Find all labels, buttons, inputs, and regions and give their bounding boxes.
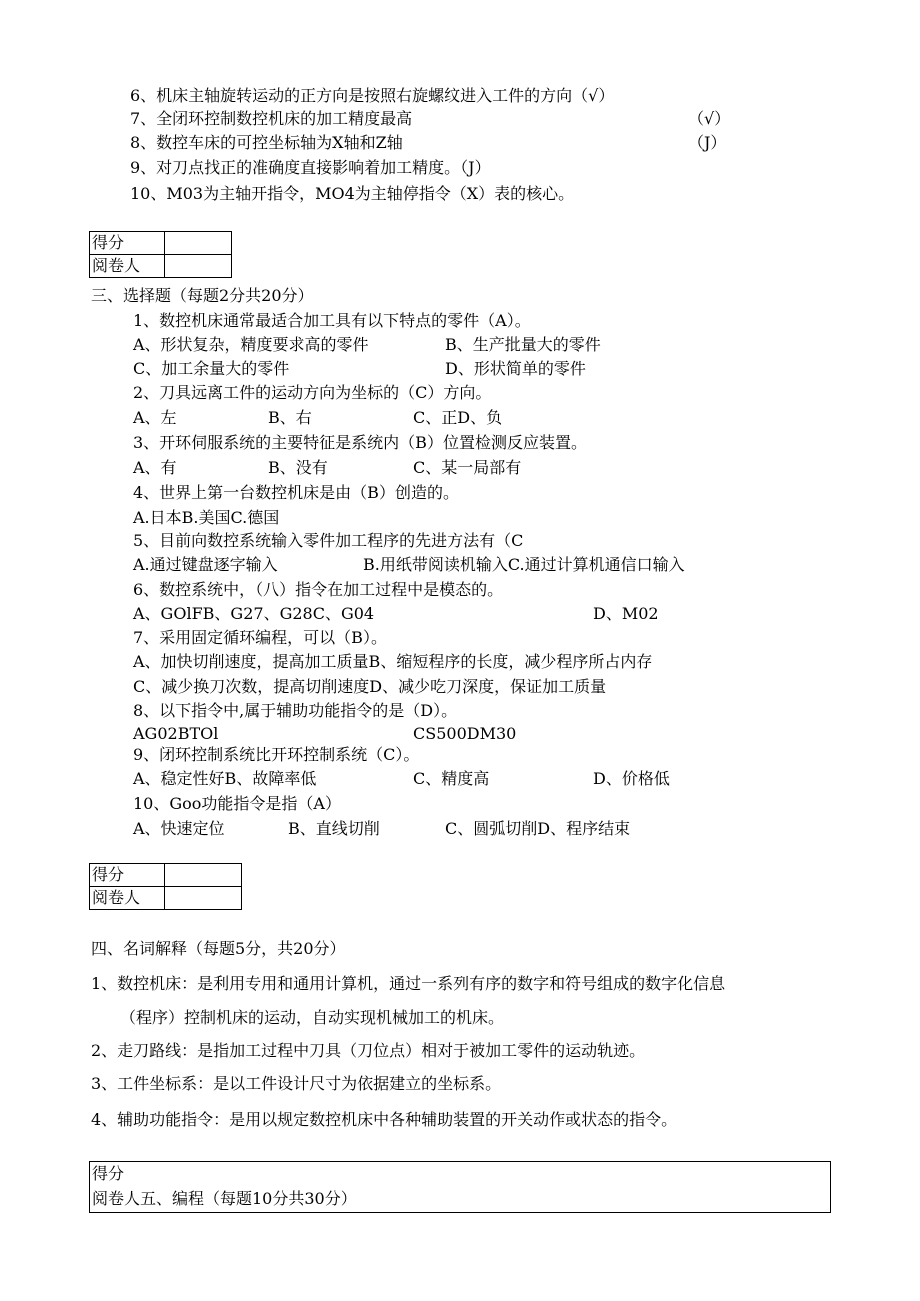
score-label: 得分	[90, 232, 165, 255]
term-item: （程序）控制机床的运动，自动实现机械加工的机床。	[120, 1008, 505, 1027]
judgment-item-8: 8、数控车床的可控坐标轴为X轴和Z轴	[130, 133, 403, 152]
score-cell	[165, 864, 242, 887]
choice-line: A.日本B.美国C.德国	[133, 508, 280, 527]
choice-line: 10、Goo功能指令是指（A）	[133, 794, 341, 813]
choice-line: C、正D、负	[413, 408, 503, 427]
choice-line: AG02BTOl	[133, 724, 219, 743]
judgment-item-7: 7、全闭环控制数控机床的加工精度最高	[130, 109, 413, 128]
score-label: 得分	[90, 864, 165, 887]
score-cell	[165, 232, 232, 255]
choice-line: CS500DM30	[413, 724, 517, 743]
choice-line: C、某一局部有	[413, 458, 522, 477]
judgment-item-10: 10、M03为主轴开指令，MO4为主轴停指令（X）表的核心。	[130, 184, 575, 203]
judgment-item-8-mark: （J）	[688, 133, 727, 152]
choice-line: A、左	[133, 408, 177, 427]
choice-line: A、形状复杂，精度要求高的零件	[133, 335, 369, 354]
term-item: 2、走刀路线：是指加工过程中刀具（刀位点）相对于被加工零件的运动轨迹。	[91, 1041, 646, 1060]
choice-heading: 三、选择题（每题2分共20分）	[91, 286, 314, 305]
score-table	[89, 863, 242, 910]
choice-line: 3、开环伺服系统的主要特征是系统内（B）位置检测反应装置。	[133, 433, 587, 452]
choice-line: 2、刀具远离工件的运动方向为坐标的（C）方向。	[133, 383, 492, 402]
choice-line: A、稳定性好B、故障率低	[133, 769, 317, 788]
choice-line: C、加工余量大的零件	[133, 359, 290, 378]
programming-score-label: 得分	[92, 1164, 125, 1183]
choice-line: B、生产批量大的零件	[445, 335, 601, 354]
choice-line: B.用纸带阅读机输入C.通过计算机通信口输入	[363, 555, 685, 574]
terms-heading: 四、名词解释（每题5分，共20分）	[91, 939, 346, 958]
judgment-item-7-mark: （√）	[688, 109, 731, 128]
choice-line: D、形状简单的零件	[445, 359, 586, 378]
choice-line: B、直线切削	[288, 819, 380, 838]
choice-line: 9、闭环控制系统比开环控制系统（C）。	[133, 745, 420, 764]
choice-line: D、价格低	[593, 769, 670, 788]
judgment-item-6: 6、机床主轴旋转运动的正方向是按照右旋螺纹进入工件的方向（√）	[130, 86, 615, 105]
choice-line: C、圆弧切削D、程序结束	[445, 819, 631, 838]
choice-line: A、有	[133, 458, 177, 477]
grader-cell	[165, 255, 232, 278]
choice-line: B、没有	[268, 458, 328, 477]
choice-line: C、减少换刀次数，提高切削速度D、减少吃刀深度，保证加工质量	[133, 677, 607, 696]
grader-label: 阅卷人	[90, 255, 165, 278]
choice-line: A、GOlFB、G27、G28C、G04	[133, 604, 375, 623]
judgment-item-9: 9、对刀点找正的准确度直接影响着加工精度。（J）	[130, 158, 491, 177]
grader-label: 阅卷人	[90, 887, 165, 910]
choice-line: D、M02	[593, 604, 659, 623]
choice-line: A.通过键盘逐字输入	[133, 555, 278, 574]
programming-box	[89, 1161, 831, 1213]
choice-line: C、精度高	[413, 769, 490, 788]
choice-line: A、快速定位	[133, 819, 225, 838]
choice-line: 8、以下指令中,属于辅助功能指令的是（D）。	[133, 701, 458, 720]
choice-line: B、右	[268, 408, 312, 427]
choice-line: 6、数控系统中，（八）指令在加工过程中是模态的。	[133, 580, 504, 599]
score-table	[89, 231, 232, 278]
choice-line: 5、目前向数控系统输入零件加工程序的先进方法有（C	[133, 531, 524, 550]
choice-line: A、加快切削速度，提高加工质量B、缩短程序的长度，减少程序所占内存	[133, 652, 653, 671]
choice-line: 1、数控机床通常最适合加工具有以下特点的零件（A）。	[133, 311, 531, 330]
choice-line: 4、世界上第一台数控机床是由（B）创造的。	[133, 483, 459, 502]
term-item: 3、工件坐标系：是以工件设计尺寸为依据建立的坐标系。	[91, 1074, 502, 1093]
grader-cell	[165, 887, 242, 910]
term-item: 4、辅助功能指令：是用以规定数控机床中各种辅助装置的开关动作或状态的指令。	[91, 1110, 678, 1129]
programming-heading: 阅卷人五、编程（每题10分共30分）	[92, 1189, 357, 1208]
term-item: 1、数控机床：是利用专用和通用计算机，通过一系列有序的数字和符号组成的数字化信息	[91, 974, 726, 993]
choice-line: 7、采用固定循环编程，可以（B）。	[133, 628, 387, 647]
